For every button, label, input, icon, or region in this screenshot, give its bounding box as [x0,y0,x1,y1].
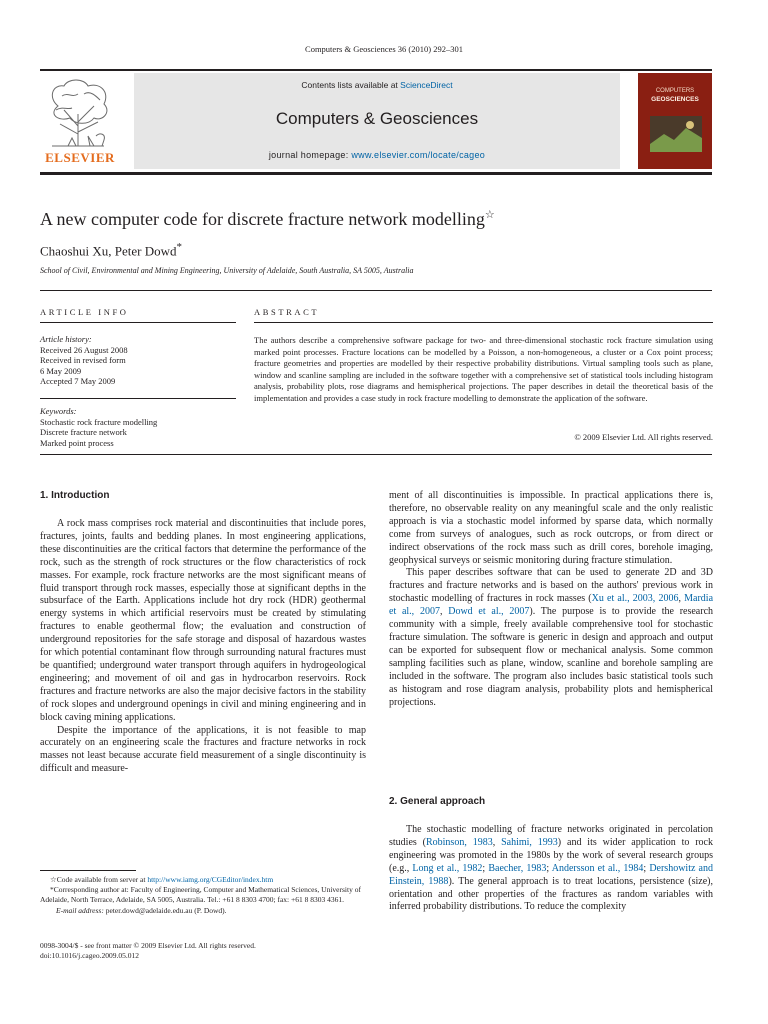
abstract-bottom-rule [40,454,712,455]
article-history [40,334,236,387]
abstract-text: The authors describe a comprehensive software package for two- and three-dimensional stochastic rock fracture simulation using marked point processes. Fracture locations can be modelled by a Poisson, a non-homogeneous, a cluster or a Cox point process; fracture geometries and properties are modelled by their respective probability distributions. Virtual sampling tools such as plane, window and scanline sampling are included in the software together with a comprehensive set of statistical tools including histogram analysis, probability plots, rose diagrams and hemispherical projections. The paper describes in detail the theoretical basis of the implementation and provides a case study in rock fracture modelling to demonstrate the application of the software. [254,335,713,403]
article-title-text: A new computer code for discrete fracture network modelling [40,209,485,229]
keyword-item: Marked point process [40,437,114,448]
homepage-link[interactable]: www.elsevier.com/locate/cageo [351,150,486,160]
p3-sep: ; [482,862,489,874]
keywords-rule [40,398,236,399]
p3-sep: ; [643,862,650,874]
bottom-meta [40,941,366,961]
history-revised: Received in revised form [40,355,126,365]
right-paragraph-3 [389,824,713,914]
footnote-mark: * [50,885,54,895]
right-paragraph-1: ment of all discontinuities is impossible. In practical applications there is, therefore, no observable reality on any meaningful scale and the only realistic approach is via a stochastic model informed by sparse data, which normally come from surveys of analogues, such as rock outcrops, or from direct or indirect observations of the rock mass such as drill cores, borehole imaging, geophysical surveys or seismic monitoring during fracture stimulation. [389,490,713,566]
abstract-heading: ABSTRACT [254,307,320,317]
article-info-heading: ARTICLE INFO [40,307,129,317]
journal-title: Computers & Geosciences [275,109,479,128]
citation-link[interactable]: Xu et al., 2003, 2006 [591,593,679,605]
doi-line[interactable]: doi:10.1016/j.cageo.2009.05.012 [40,951,139,961]
p2-sep: , [439,606,449,618]
p3-sep: , [492,836,502,848]
history-received: Received 26 August 2008 [40,344,128,355]
footnote-rule [40,870,136,871]
email-label: E-mail address: [56,905,104,915]
keyword-item: Discrete fracture network [40,427,127,437]
citation-link[interactable]: Sahimi, 1993 [501,836,558,848]
citation-link[interactable]: Robinson, 1983 [425,836,493,848]
article-title [40,208,495,230]
running-head: Computers & Geosciences 36 (2010) 292–301 [305,44,463,54]
authors [40,241,182,259]
footnotes [40,875,366,916]
authors-text: Chaoshui Xu, Peter Dowd [40,243,177,259]
citation-link[interactable]: Dowd et al., 2007 [448,606,530,618]
footnote-text: Code available from server at [56,875,148,884]
intro-paragraph-2: Despite the importance of the applications, it is not feasible to map accurately on an engineering scale the fractures and fracture networks in rock masses not least because accurate field measurement of a single discontinuity is difficult and measure- [40,724,366,775]
code-url-link[interactable]: http://www.iamg.org/CGEditor/index.htm [147,875,274,884]
p3-sep: ; [546,862,552,874]
keywords [40,406,236,448]
right-column-body-2 [389,824,713,914]
header-rule-bottom [40,172,712,175]
section-rule [40,290,712,291]
footnote-mark: ☆ [50,875,57,884]
contents-line [134,80,620,90]
citation-link[interactable]: Mardia et al., 2007 [389,593,714,618]
p3-text: ). The general approach is to treat locations, persistence (size), orientation and other properties of the fractures as random variables with inferred probability distributions. To reduce the complexity [389,875,713,913]
section-heading-introduction: 1. Introduction [40,490,110,501]
footnote-code [40,875,366,885]
article-info-rule [40,322,236,323]
cover-image-art [650,116,702,152]
citation-link[interactable]: Dershowitz and Einstein, 1988 [389,862,713,887]
p2-text: ). The purpose is to provide the research community with a simple, freely available comprehensive tool for stochastic fracture simulation. The software is generic in design and approach and output can be exported for subsequent flow or mechanical analysis. Some common sampling facilities such as plane, window, scanline and borehole sampling are included in the software. The program also includes basic statistical tools such as histogram and rose diagram analysis, probability plots and hemispherical projections. [389,606,714,708]
corresponding-author-mark[interactable]: * [176,241,182,253]
section-heading-general-approach: 2. General approach [389,796,486,807]
keyword-item: Stochastic rock fracture modelling [40,416,158,427]
p2-sep: , [678,593,685,605]
abstract-rule [254,322,713,323]
citation-link[interactable]: Long et al., 1982 [412,862,483,874]
p3-text: ) and its wider application to rock engineering was promoted in the 1980s by the work of several research groups (e.g., [389,836,713,874]
contents-prefix: Contents lists available at [301,80,401,90]
header-rule-top [40,69,712,71]
history-accepted: Accepted 7 May 2009 [40,376,116,386]
history-revised-date: 6 May 2009 [40,365,82,376]
affiliation: School of Civil, Environmental and Mining Engineering, University of Adelaide, South Australia, SA 5005, Australia [40,266,414,275]
p3-text: The stochastic modelling of fracture networks originated in percolation studies ( [389,824,713,848]
p2-text: This paper describes software that can be used to generate 2D and 3D fractures and fracture networks and is based on the authors' previous work in stochastic modelling of fractures in rock masses ( [389,567,713,605]
journal-homepage [134,150,620,160]
footnote-corresponding [40,885,366,905]
cover-title-line1: COMPUTERS [655,88,695,94]
right-column-body [389,490,713,709]
intro-paragraph-1: A rock mass comprises rock material and discontinuities that include pores, fractures, joints, faults and bedding planes. In most engineering applications, these discontinuities are the critical factors that determine the performance of the rock, such as the strength of rock structures or the flow characteristics of rock masses. For example, rock fracture networks are the most significant means of fluid transport through rock masses, especially those at significant depths in the subsurface of the Earth. Applications include hot dry rock (HDR) geothermal energy systems in which artificial reservoirs must be created by stimulating fractures to enable geothermal flow; the evaluation and construction of underground repositories for the safe storage and disposal of hazardous wastes for which potential contaminant flow through surrounding natural fractures must be quantified; underground water transport through aquifers in hydrogeological engineering; and movement of oil and gas in hydrocarbon reservoirs. Rock fractures and fracture networks are also the major decisive factors in the stability of rock slopes and underground openings in civil and mining engineering and in block caving mining applications. [40,518,366,723]
footnote-text: Corresponding author at: Faculty of Engineering, Computer and Mathematical Sciences, University of Adelaide, North Terrace, Adelaide, SA 5005, Australia. Tel.: +61 8 8303 4700; fax: +61 8 8303 4361. [40,885,361,905]
right-paragraph-2 [389,567,713,709]
elsevier-wordmark: ELSEVIER [45,150,115,165]
title-footnote-mark[interactable]: ☆ [484,209,495,221]
cover-image [650,116,702,152]
abstract-copyright: © 2009 Elsevier Ltd. All rights reserved. [574,432,713,442]
cover-title-line2: GEOSCIENCES [651,96,699,103]
left-column-body [40,518,366,776]
issn-line: 0098-3004/$ - see front matter © 2009 Elsevier Ltd. All rights reserved. [40,941,256,950]
homepage-prefix: journal homepage: [268,150,352,160]
history-label: Article history: [40,334,92,344]
citation-link[interactable]: Andersson et al., 1984 [551,862,644,874]
keywords-label: Keywords: [40,406,77,416]
citation-link[interactable]: Baecher, 1983 [488,862,547,874]
sciencedirect-link[interactable]: ScienceDirect [400,80,453,90]
email-address[interactable]: peter.dowd@adelaide.edu.au (P. Dowd). [103,905,227,915]
footnote-email [40,906,366,916]
